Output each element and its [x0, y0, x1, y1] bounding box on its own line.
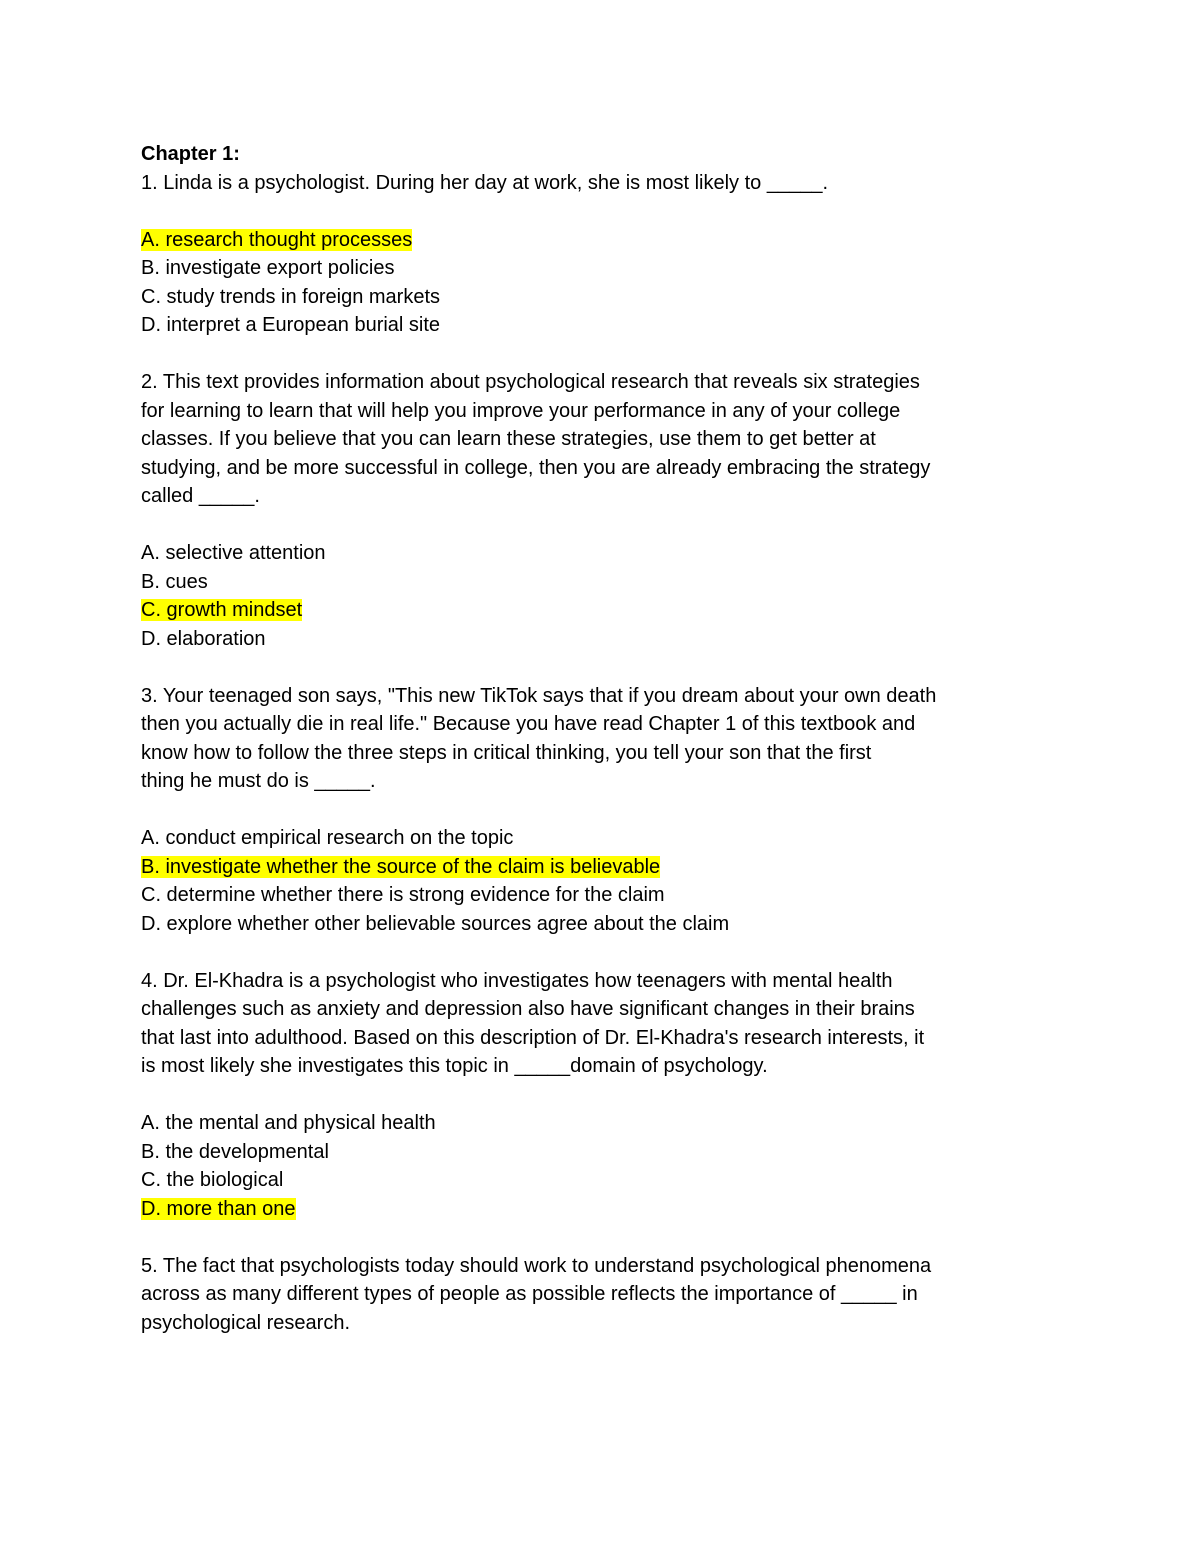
question-1 — [141, 169, 1021, 340]
answer-option-c: C. determine whether there is strong evidence for the claim — [141, 884, 665, 906]
document-page — [141, 140, 1021, 1337]
question-stem-line: classes. If you believe that you can learn these strategies, use them to get better at — [141, 428, 876, 450]
question-3 — [141, 682, 1021, 939]
question-stem-line: 3. Your teenaged son says, "This new TikTok says that if you dream about your own death — [141, 684, 937, 707]
question-stem-line: 5. The fact that psychologists today should work to understand psychological phenomena — [141, 1254, 932, 1277]
question-stem-line: that last into adulthood. Based on this description of Dr. El-Khadra's research interests, it — [141, 1026, 925, 1049]
question-stem-line: called _____. — [141, 485, 260, 507]
question-stem-line: psychological research. — [141, 1311, 350, 1334]
question-stem-line: know how to follow the three steps in critical thinking, you tell your son that the first — [141, 741, 872, 764]
question-stem-line: is most likely she investigates this topic in _____domain of psychology. — [141, 1055, 768, 1077]
highlighted-answer: D. more than one — [141, 1197, 296, 1220]
question-5 — [141, 1252, 1021, 1338]
answer-option-b: B. cues — [141, 570, 208, 593]
question-stem-line: thing he must do is _____. — [141, 770, 376, 792]
answer-option-c: C. the biological — [141, 1169, 284, 1191]
answer-option-b: B. the developmental — [141, 1140, 329, 1163]
chapter-heading: Chapter 1: — [141, 143, 240, 165]
highlighted-answer: C. growth mindset — [141, 599, 303, 621]
answer-option-d — [141, 1195, 1021, 1224]
answer-option-a: A. conduct empirical research on the topic — [141, 827, 514, 849]
answer-option-b: B. investigate export policies — [141, 257, 395, 279]
question-stem-line: challenges such as anxiety and depression also have significant changes in their brains — [141, 998, 915, 1020]
highlighted-answer: B. investigate whether the source of the claim is believable — [141, 855, 661, 878]
question-stem-line: for learning to learn that will help you improve your performance in any of your college — [141, 399, 901, 422]
answer-option-a — [141, 226, 1021, 255]
answer-option-a: A. the mental and physical health — [141, 1112, 436, 1134]
answer-option-c — [141, 596, 1021, 625]
question-stem-line: studying, and be more successful in college, then you are already embracing the strategy — [141, 456, 931, 479]
highlighted-answer: A. research thought processes — [141, 228, 413, 251]
answer-option-d: D. explore whether other believable sources agree about the claim — [141, 912, 730, 935]
answer-option-c: C. study trends in foreign markets — [141, 285, 441, 308]
question-stem-line: across as many different types of people as possible reflects the importance of _____ in — [141, 1283, 918, 1305]
answer-option-b — [141, 853, 1021, 882]
question-stem: 1. Linda is a psychologist. During her day at work, she is most likely to _____. — [141, 171, 829, 194]
answer-option-a: A. selective attention — [141, 542, 326, 564]
question-2 — [141, 368, 1021, 653]
answer-option-d: D. elaboration — [141, 627, 266, 650]
answer-option-d: D. interpret a European burial site — [141, 314, 441, 336]
question-stem-line: 2. This text provides information about psychological research that reveals six strategies — [141, 371, 920, 393]
question-stem-line: then you actually die in real life." Because you have read Chapter 1 of this textbook and — [141, 713, 916, 735]
question-stem-line: 4. Dr. El-Khadra is a psychologist who investigates how teenagers with mental health — [141, 969, 893, 992]
question-4 — [141, 967, 1021, 1224]
